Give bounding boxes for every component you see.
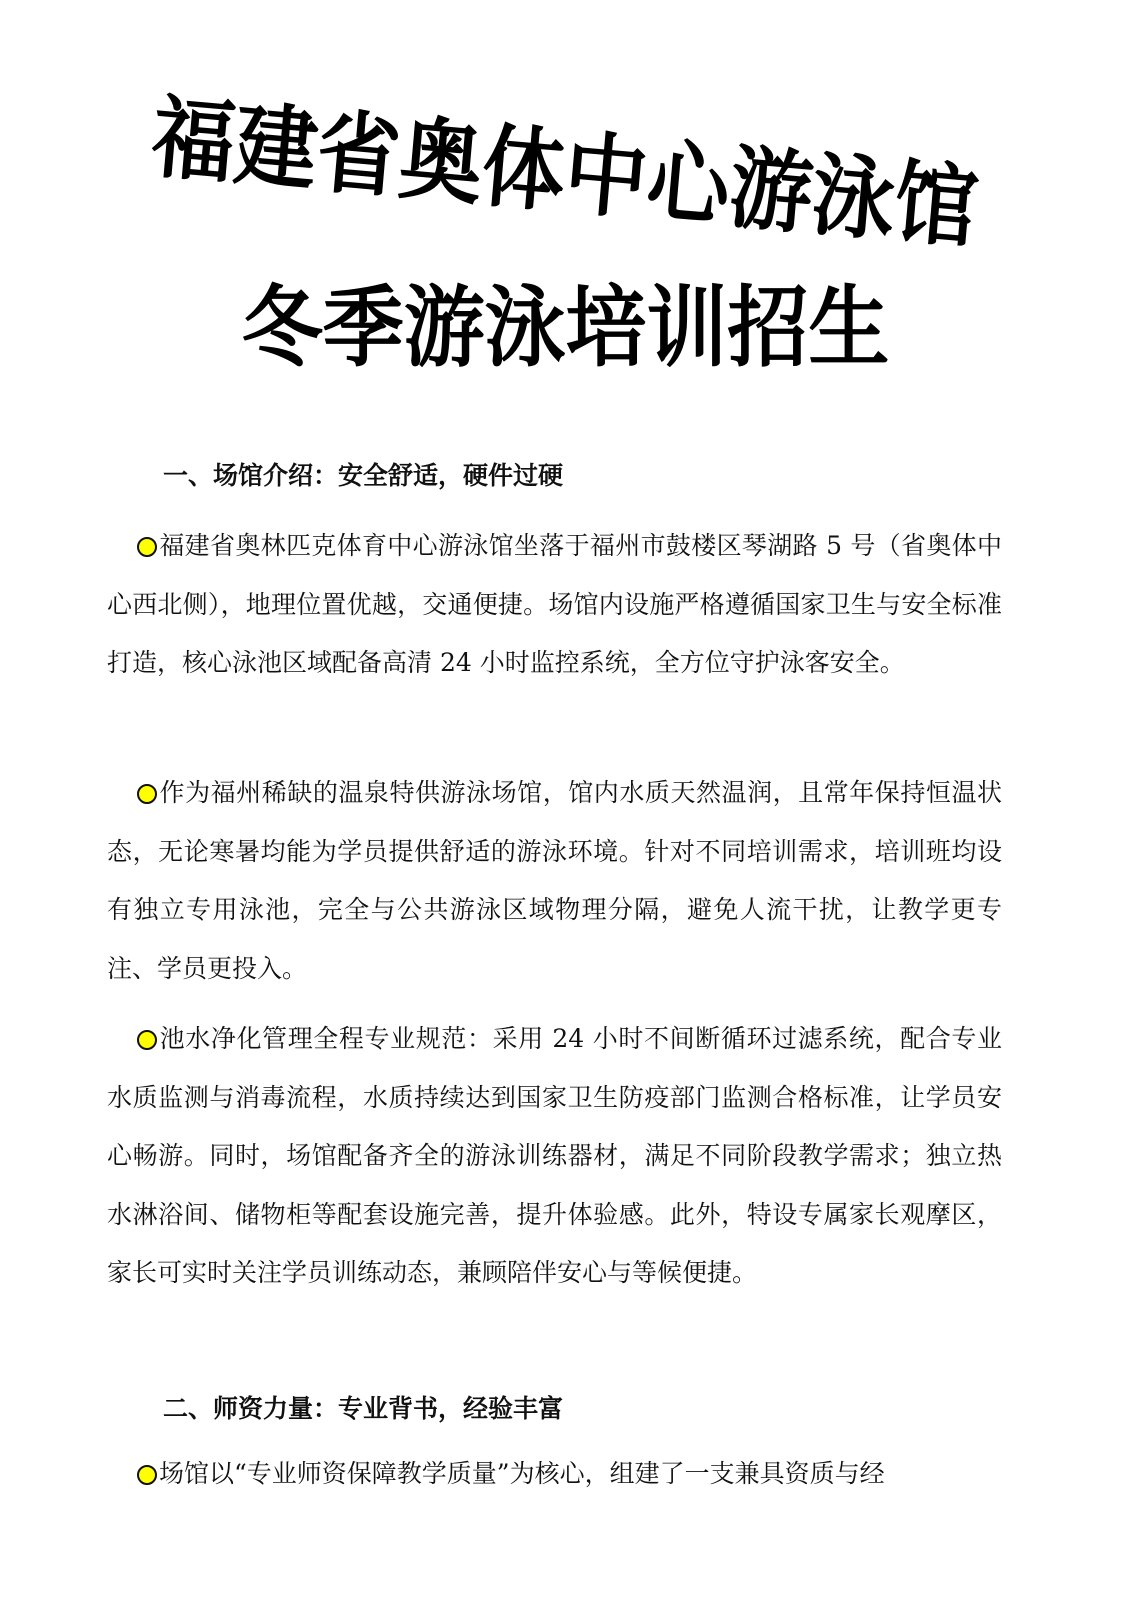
yellow-circle-bullet-icon [137,1030,157,1050]
section-heading-venue: 一、场馆介绍：安全舒适，硬件过硬 [163,461,564,490]
title-line-1: 福建省奥体中心游泳馆 [147,85,982,262]
paragraph-text: 池水净化管理全程专业规范：采用 24 小时不间断循环过滤系统，配合专业水质监测与消毒流程，水质持续达到国家卫生防疫部门监测合格标准，让学员安心畅游。同时，场馆配备齐全的游泳训练器材，满足不同阶段教学需求；独立热水淋浴间、储物柜等配套设施完善，提升体验感。此外，特设专属家长观摩区，家长可实时关注学员训练动态，兼顾陪伴安心与等候便捷。 [107,1024,1002,1287]
paragraph-text: 福建省奥林匹克体育中心游泳馆坐落于福州市鼓楼区琴湖路 5 号（省奥体中心西北侧），地理位置优越，交通便捷。场馆内设施严格遵循国家卫生与安全标准打造，核心泳池区域配备高清 24 小时监控系统，全方位守护泳客安全。 [107,531,1002,677]
paragraph [107,1010,1002,1303]
section-heading-teachers: 二、师资力量：专业背书，经验丰富 [163,1394,564,1423]
yellow-circle-bullet-icon [137,537,157,557]
yellow-circle-bullet-icon [137,1465,157,1485]
yellow-circle-bullet-icon [137,784,157,804]
paragraph [107,1445,1002,1505]
paragraph [107,764,1002,998]
paragraph [107,517,1002,693]
paragraph-text: 作为福州稀缺的温泉特供游泳场馆，馆内水质天然温润，且常年保持恒温状态，无论寒暑均能为学员提供舒适的游泳环境。针对不同培训需求，培训班均设有独立专用泳池，完全与公共游泳区域物理分隔，避免人流干扰，让教学更专注、学员更投入。 [107,778,1002,983]
paragraph-text: 场馆以“专业师资保障教学质量”为核心，组建了一支兼具资质与经 [159,1459,885,1488]
title-line-2: 冬季游泳培训招生 [241,276,890,379]
